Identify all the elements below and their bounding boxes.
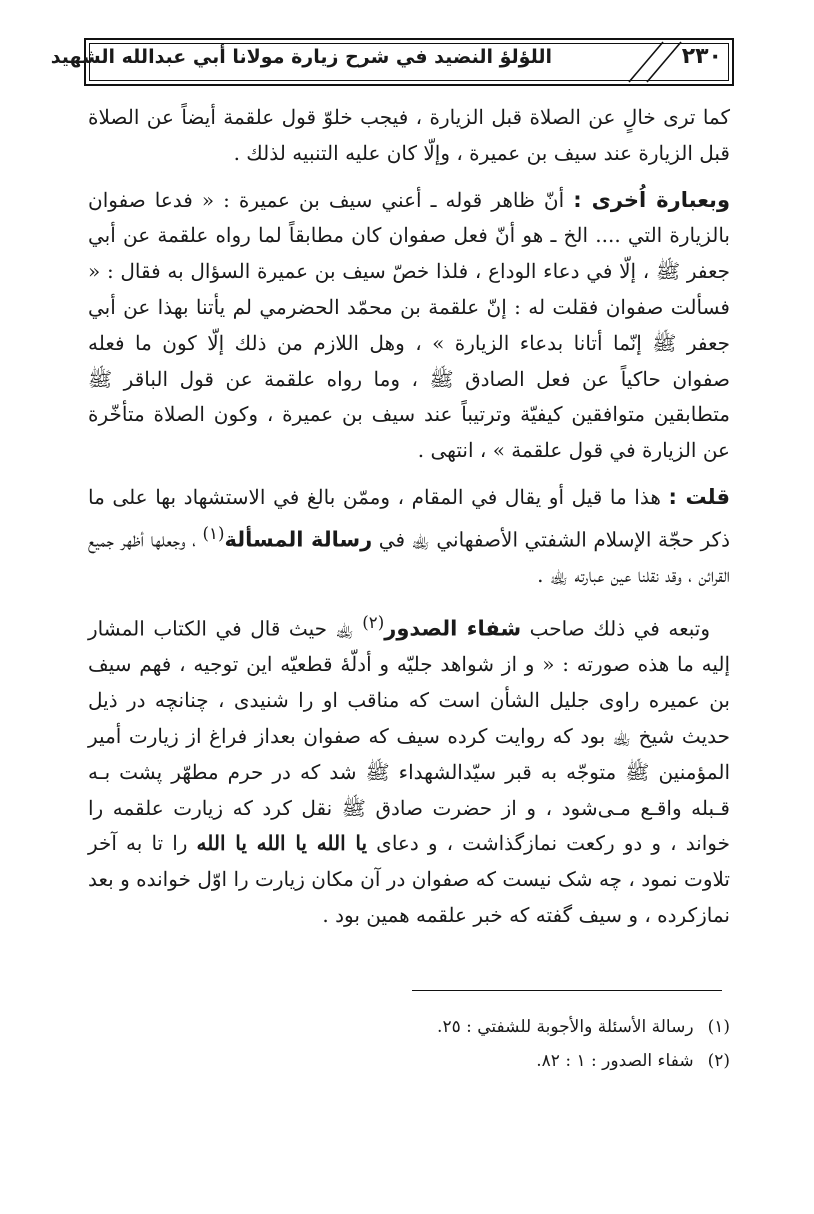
footnote-1-text: رسالة الأسئلة والأجوبة للشفتي : ٢٥. bbox=[437, 1017, 694, 1037]
paragraph-4-text-b: ﵀ حيث قال في الكتاب المشار إليه ما هذه صورته : « و از شواهد جليّه و أدلّهٔ قطعيّه اين توجيه ، فهم سيف بن عميره راوى جليل الشأن است كه مناقب او را شنيدى ، چنانچه در ذيل حديث شيخ ﵀ بود كه روايت كرده سيف كه صفوان بعداز فراغ از زيارت أمير المؤمنين ﷺ متوجّه به قبر سيّدالشهداء ﷺ شد كه در حرم مطهّر پشت بـه قـبله واقـع مـى‌شود ، و از حضرت صادق ﷺ نقل كرد كه زيارت علقمه را خواند ، و دو ركعت نمازگذاشت ، و دعاى bbox=[88, 616, 731, 856]
footnote-2 bbox=[210, 1044, 730, 1078]
footnote-1 bbox=[210, 1010, 730, 1044]
footnote-separator bbox=[412, 990, 722, 991]
page-number: ٢٣٠ bbox=[681, 44, 722, 69]
footnote-2-text: شفاء الصدور : ١ : ٨٢. bbox=[536, 1051, 694, 1071]
running-header bbox=[50, 38, 734, 86]
header-title: اللؤلؤ النضيد في شرح زيارة مولانا أبي عبدالله الشهيد bbox=[50, 46, 552, 68]
book-title-shifa: شفاء الصدور bbox=[384, 616, 522, 641]
paragraph-1-text: كما ترى خالٍ عن الصلاة قبل الزيارة ، فيجب خلوّ قول علقمة أيضاً عن الصلاة قبل الزيارة عند سيف بن عميرة ، وإلّا كان عليه التنبيه لذلك . bbox=[88, 105, 730, 165]
paragraph-4-bold-dua: يا الله يا الله يا الله bbox=[196, 831, 368, 856]
footnote-ref-1[interactable]: (١) bbox=[202, 523, 225, 543]
paragraph-2-lead: وبعبارة اُخرى : bbox=[573, 187, 730, 212]
main-text bbox=[88, 100, 730, 945]
book-title-risala: رسالة المسألة bbox=[224, 527, 373, 552]
paragraph-4-text-a: وتبعه في ذلك صاحب bbox=[521, 616, 710, 641]
paragraph-3 bbox=[88, 480, 730, 594]
footnote-1-number: (١) bbox=[707, 1017, 730, 1037]
footnotes bbox=[210, 1010, 730, 1078]
paragraph-4 bbox=[88, 605, 730, 934]
paragraph-2 bbox=[88, 183, 730, 469]
footnote-2-number: (٢) bbox=[707, 1051, 730, 1071]
paragraph-3-lead: قلت : bbox=[668, 484, 730, 509]
paragraph-4-text-c: را تا به آخر تلاوت نمود ، چه شک نيست كه صفوان در آن مكان زيارت را اوّل خوانده و بعد نمازكرده ، و سيف گفته كه خبر علقمه همين بود . bbox=[88, 831, 730, 928]
paragraph-2-text: أنّ ظاهر قوله ـ أعني سيف بن عميرة : « فدعا صفوان بالزيارة التي .... الخ ـ هو أنّ فعل صفوان كان مطابقاً لما رواه علقمة عن أبي جعفر ﷺ ، إلّا في دعاء الوداع ، فلذا خصّ سيف بن عميرة السؤال به فقال : « فسألت صفوان فقلت له : إنّ علقمة بن محمّد الحضرمي لم يأتنا بهذا عن أبي جعفر ﷺ إنّما أتانا بدعاء الزيارة » ، وهل اللازم من ذلك إلّا كون ما فعله صفوان حاكياً عن فعل الصادق ﷺ ، وما رواه علقمة عن قول الباقر ﷺ متطابقين متوافقين كيفيّة وترتيباً عند سيف بن عميرة ، وكون الصلاة متأخّرة عن الزيارة في قول علقمة » ، انتهى . bbox=[88, 187, 731, 463]
paragraph-3-text-b: ، وجعلها أظهر جميع القرائن ، وقد نقلنا عين عبارته ﵀ . bbox=[88, 527, 730, 588]
paragraph-1 bbox=[88, 100, 730, 172]
footnote-ref-2[interactable]: (٢) bbox=[362, 613, 385, 633]
paragraph-3-text-a: هذا ما قيل أو يقال في المقام ، وممّن بالغ في الاستشهاد بها على ما ذكر حجّة الإسلام الشفتي الأصفهاني ﵀ في bbox=[88, 484, 730, 552]
